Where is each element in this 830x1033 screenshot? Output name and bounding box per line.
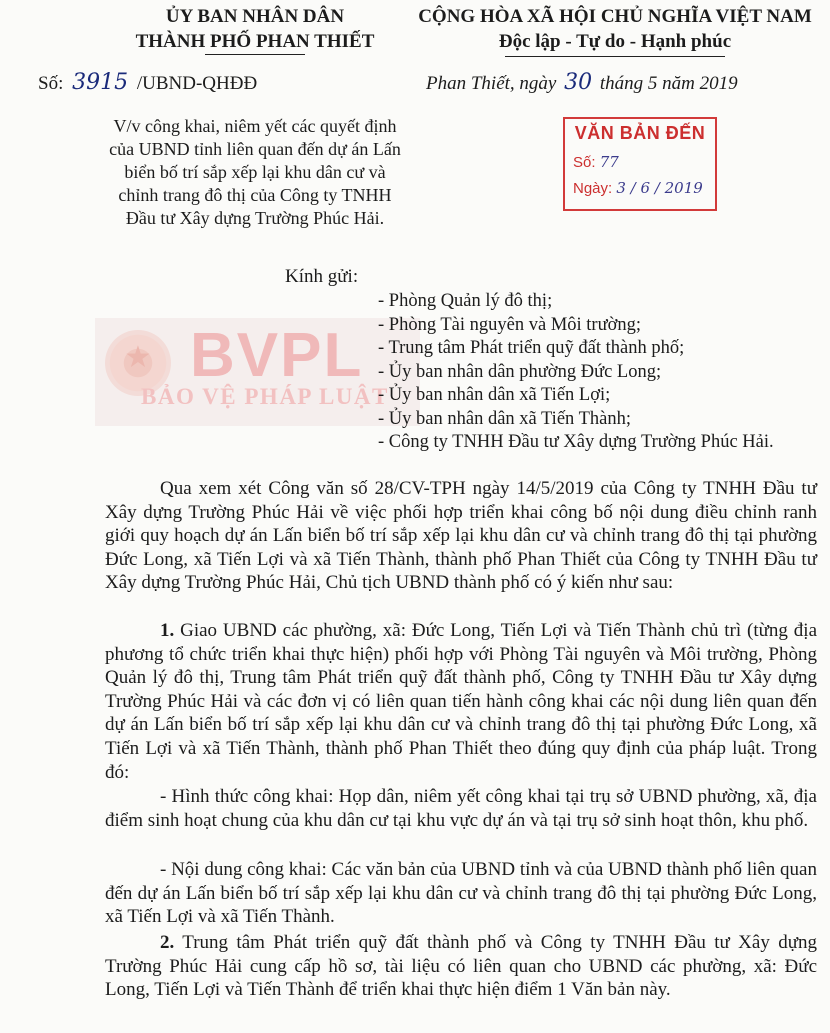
stamp-date-value: 3 / 6 / 2019	[616, 179, 703, 197]
stamp-number-row	[573, 153, 619, 171]
body-intro-text: Qua xem xét Công văn số 28/CV-TPH ngày 14/5/2019 của Công ty TNHH Đầu tư Xây dựng Trường Phúc Hải về việc phối hợp triển khai công bố nội dung điều chỉnh ranh giới quy hoạch dự án Lấn biển bố trí sắp xếp lại khu dân cư và chỉnh trang đô thị tại phường Đức Long, xã Tiến Lợi và xã Tiến Thành, thành phố Phan Thiết của Công ty TNHH Đầu tư Xây dựng Trường Phúc Hải, Chủ tịch UBND thành phố có ý kiến như sau:	[105, 478, 817, 594]
bullet-2-text: - Nội dung công khai: Các văn bản của UBND tỉnh và của UBND thành phố liên quan đến dự án Lấn biển bố trí sắp xếp lại khu dân cư và chỉnh trang đô thị tại phường Đức Long, xã Tiến Lợi và xã Tiến Thành.	[105, 859, 817, 928]
stamp-number-label: Số:	[573, 154, 596, 171]
body-item-1	[105, 619, 817, 784]
agency-underline	[205, 54, 305, 55]
place-date-suffix: tháng 5 năm 2019	[599, 73, 738, 94]
item-1-text: Giao UBND các phường, xã: Đức Long, Tiến Lợi và Tiến Thành chủ trì (từng địa phương tổ chức triển khai thực hiện) phối hợp với Phòng Tài nguyên và Môi trường, Phòng Quản lý đô thị, Trung tâm Phát triển quỹ đất thành phố, Công ty TNHH Đầu tư Xây dựng Trường Phúc Hải và các đơn vị có liên quan tiến hành công khai các nội dung liên quan đến dự án Lấn biển bố trí sắp xếp lại khu dân cư và chỉnh trang đô thị tại phường Đức Long, xã Tiến Lợi và xã Tiến Thành, thành phố Phan Thiết theo đúng quy định của pháp luật. Trong đó:	[105, 620, 817, 783]
item-1-number: 1.	[160, 620, 175, 641]
body-bullet-2	[105, 858, 817, 929]
recipient-item: - Ủy ban nhân dân phường Đức Long;	[378, 361, 662, 382]
recipient-item: - Ủy ban nhân dân xã Tiến Lợi;	[378, 385, 611, 405]
issuing-agency-line2: THÀNH PHỐ PHAN THIẾT	[135, 31, 375, 52]
bullet-1-text: - Hình thức công khai: Họp dân, niêm yết công khai tại trụ sở UBND phường, xã, địa điểm sinh hoạt chung của khu dân cư tại khu vực dự án và tại trụ sở sinh hoạt thôn, khu phố.	[105, 786, 817, 831]
national-title: CỘNG HÒA XÃ HỘI CHỦ NGHĨA VIỆT NAM	[418, 6, 812, 27]
recipient-item: - Phòng Tài nguyên và Môi trường;	[378, 314, 642, 335]
document-number-prefix: Số:	[38, 73, 64, 94]
body-bullet-1	[105, 785, 817, 832]
document-number	[38, 70, 257, 95]
place-date-prefix: Phan Thiết, ngày	[426, 73, 557, 94]
watermark-title: BVPL	[190, 321, 364, 390]
recipient-item: - Trung tâm Phát triển quỹ đất thành phố;	[378, 338, 685, 358]
recipient-item: - Công ty TNHH Đầu tư Xây dựng Trường Phúc Hải.	[378, 432, 774, 452]
document-subject: V/v công khai, niêm yết các quyết định của UBND tỉnh liên quan đến dự án Lấn biển bố trí sắp xếp lại khu dân cư và chỉnh trang đô thị của Công ty TNHH Đầu tư Xây dựng Trường Phúc Hải.	[109, 116, 401, 228]
watermark-subtitle: BẢO VỆ PHÁP LUẬT	[141, 384, 389, 409]
watermark	[95, 318, 420, 426]
greeting: Kính gửi:	[285, 266, 359, 287]
stamp-title: VĂN BẢN ĐẾN	[574, 123, 706, 143]
recipient-item: - Ủy ban nhân dân xã Tiến Thành;	[378, 408, 631, 429]
national-motto: Độc lập - Tự do - Hạnh phúc	[498, 31, 732, 52]
item-2-number: 2.	[160, 932, 175, 953]
document-number-suffix: /UBND-QHĐĐ	[136, 73, 258, 94]
stamp-date-label: Ngày:	[573, 180, 613, 197]
issuing-agency-line1: ỦY BAN NHÂN DÂN	[165, 6, 345, 27]
recipient-list	[378, 290, 774, 455]
stamp-date-row	[573, 179, 703, 197]
recipient-item: - Phòng Quản lý đô thị;	[378, 291, 553, 311]
place-date-day-handwritten: 30	[564, 70, 593, 95]
motto-underline	[505, 56, 725, 57]
received-stamp	[563, 117, 717, 211]
watermark-emblem-icon: ★	[105, 330, 171, 396]
body-item-2	[105, 931, 817, 1002]
document-number-handwritten: 3915	[72, 70, 129, 95]
item-2-text: Trung tâm Phát triển quỹ đất thành phố và Công ty TNHH Đầu tư Xây dựng Trường Phúc Hải cung cấp hồ sơ, tài liệu có liên quan cho UBND các phường, xã: Đức Long, Tiến Lợi và Tiến Thành để triển khai thực hiện điểm 1 Văn bản này.	[105, 932, 817, 1001]
place-and-date	[426, 70, 738, 95]
stamp-number-value: 77	[599, 153, 619, 171]
body-intro-paragraph	[105, 477, 817, 595]
